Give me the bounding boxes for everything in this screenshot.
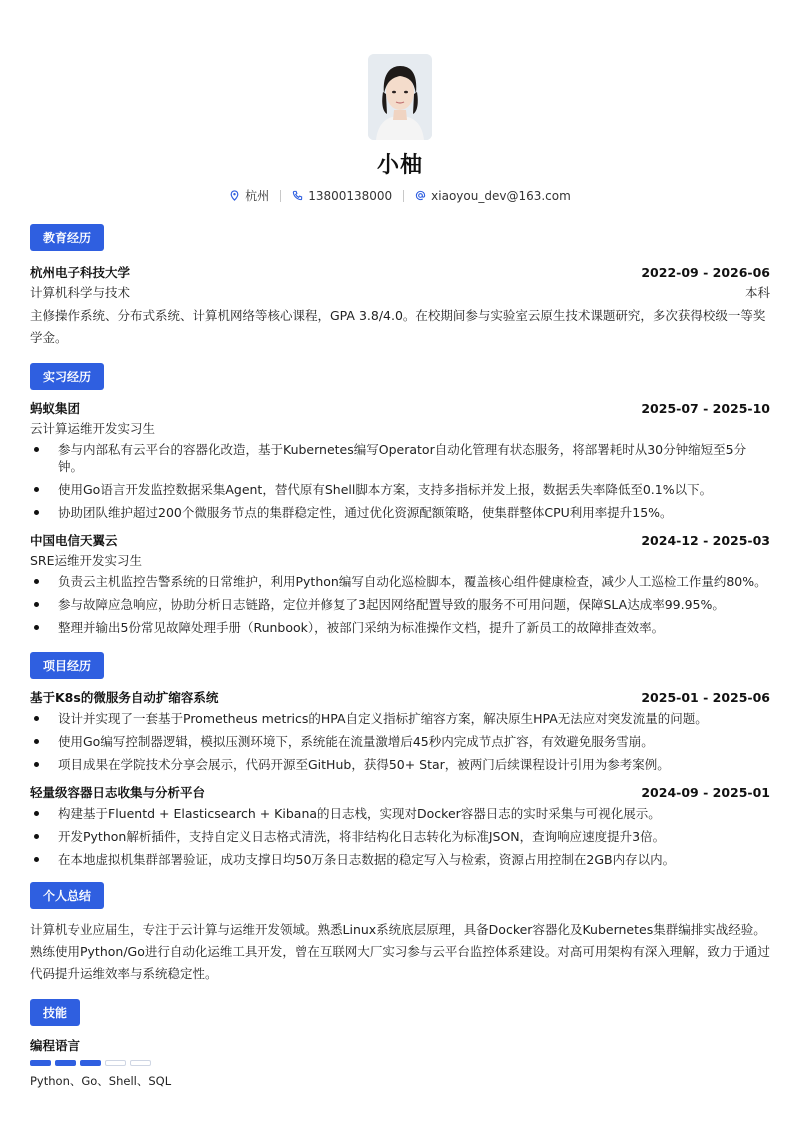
internship-section — [30, 363, 770, 636]
location-text: 杭州 — [245, 189, 270, 203]
job-items — [30, 573, 770, 636]
job-role: SRE运维开发实习生 — [30, 553, 143, 568]
education-subrow — [30, 283, 770, 301]
list-item: 在本地虚拟机集群部署验证，成功支撑日均50万条日志数据的稳定写入与检索，资源占用控制在2GB内存以内。 — [30, 851, 770, 868]
list-item: 项目成果在学院技术分享会展示，代码开源至GitHub，获得50+ Star，被两门后续课程设计引用为参考案例。 — [30, 756, 770, 773]
education-date: 2022-09 - 2026-06 — [641, 265, 770, 280]
skill-bar-filled — [30, 1060, 51, 1066]
education-heading: 教育经历 — [30, 224, 104, 251]
skill-bar-empty — [130, 1060, 151, 1066]
job-date: 2024-12 - 2025-03 — [641, 533, 770, 548]
skill-level-bars — [30, 1060, 770, 1066]
projects-section — [30, 652, 770, 868]
location-pin-icon — [229, 190, 240, 201]
job-row — [30, 531, 770, 549]
list-item: 协助团队维护超过200个微服务节点的集群稳定性，通过优化资源配额策略，使集群整体CPU利用率提升15%。 — [30, 504, 770, 521]
summary-heading: 个人总结 — [30, 882, 104, 909]
list-item: 构建基于Fluentd + Elasticsearch + Kibana的日志栈，实现对Docker容器日志的实时采集与可视化展示。 — [30, 805, 770, 822]
avatar — [368, 54, 432, 140]
email-text: xiaoyou_dev@163.com — [431, 188, 571, 203]
company-name: 蚂蚁集团 — [30, 401, 81, 416]
contact-email — [404, 189, 582, 203]
skills-heading: 技能 — [30, 999, 80, 1026]
list-item: 开发Python解析插件，支持自定义日志格式清洗，将非结构化日志转化为标准JSON，查询响应速度提升3倍。 — [30, 828, 770, 845]
project-date: 2024-09 - 2025-01 — [641, 785, 770, 800]
list-item: 负责云主机监控告警系统的日常维护，利用Python编写自动化巡检脚本，覆盖核心组件健康检查，减少人工巡检工作量约80%。 — [30, 573, 770, 590]
skill-name: 编程语言 — [30, 1038, 81, 1053]
job-row — [30, 399, 770, 417]
project-row — [30, 783, 770, 801]
candidate-name: 小柚 — [376, 153, 423, 178]
major: 计算机科学与技术 — [30, 285, 131, 300]
list-item: 参与内部私有云平台的容器化改造，基于Kubernetes编写Operator自动化管理有状态服务，将部署耗时从30分钟缩短至5分钟。 — [30, 441, 770, 475]
job-items — [30, 441, 770, 521]
skill-list: Python、Go、Shell、SQL — [30, 1074, 172, 1088]
project-name: 基于K8s的微服务自动扩缩容系统 — [30, 690, 219, 705]
education-row — [30, 263, 770, 281]
project-items — [30, 805, 770, 868]
company-name: 中国电信天翼云 — [30, 533, 118, 548]
education-section — [30, 224, 770, 349]
contact-phone — [281, 189, 403, 203]
contact-bar — [0, 187, 800, 204]
education-description: 主修操作系统、分布式系统、计算机网络等核心课程，GPA 3.8/4.0。在校期间参与实验室云原生技术课题研究，多次获得校级一等奖学金。 — [30, 308, 766, 345]
degree: 本科 — [744, 285, 770, 300]
project-date: 2025-01 - 2025-06 — [641, 690, 770, 705]
list-item: 参与故障应急响应，协助分析日志链路，定位并修复了3起因网络配置导致的服务不可用问题，保障SLA达成率99.95%。 — [30, 596, 770, 613]
phone-text: 13800138000 — [308, 188, 393, 203]
projects-heading: 项目经历 — [30, 652, 104, 679]
summary-text: 计算机专业应届生，专注于云计算与运维开发领域。熟悉Linux系统底层原理，具备Docker容器化及Kubernetes集群编排实战经验。熟练使用Python/Go进行自动化运维工具开发，曾在互联网大厂实习参与云平台监控体系建设。对高可用架构有深入理解，致力于通过代码提升运维效率与系统稳定性。 — [30, 922, 770, 981]
project-row — [30, 688, 770, 706]
job-role: 云计算运维开发实习生 — [30, 421, 156, 436]
skills-section — [30, 999, 770, 1089]
school-name: 杭州电子科技大学 — [30, 265, 131, 280]
contact-location — [218, 187, 280, 204]
skill-bar-empty — [105, 1060, 126, 1066]
resume-header — [0, 0, 800, 204]
list-item: 设计并实现了一套基于Prometheus metrics的HPA自定义指标扩缩容方案，解决原生HPA无法应对突发流量的问题。 — [30, 710, 770, 727]
project-name: 轻量级容器日志收集与分析平台 — [30, 785, 206, 800]
list-item: 使用Go语言开发监控数据采集Agent，替代原有Shell脚本方案，支持多指标并发上报，数据丢失率降低至0.1%以下。 — [30, 481, 770, 498]
list-item: 整理并输出5份常见故障处理手册（Runbook），被部门采纳为标准操作文档，提升了新员工的故障排查效率。 — [30, 619, 770, 636]
skill-bar-filled — [80, 1060, 101, 1066]
job-date: 2025-07 - 2025-10 — [641, 401, 770, 416]
project-items — [30, 710, 770, 773]
skill-bar-filled — [55, 1060, 76, 1066]
at-sign-icon — [415, 190, 426, 201]
internship-heading: 实习经历 — [30, 363, 104, 390]
phone-icon — [292, 190, 303, 201]
list-item: 使用Go编写控制器逻辑，模拟压测环境下，系统能在流量激增后45秒内完成节点扩容，有效避免服务雪崩。 — [30, 733, 770, 750]
summary-section — [30, 882, 770, 985]
